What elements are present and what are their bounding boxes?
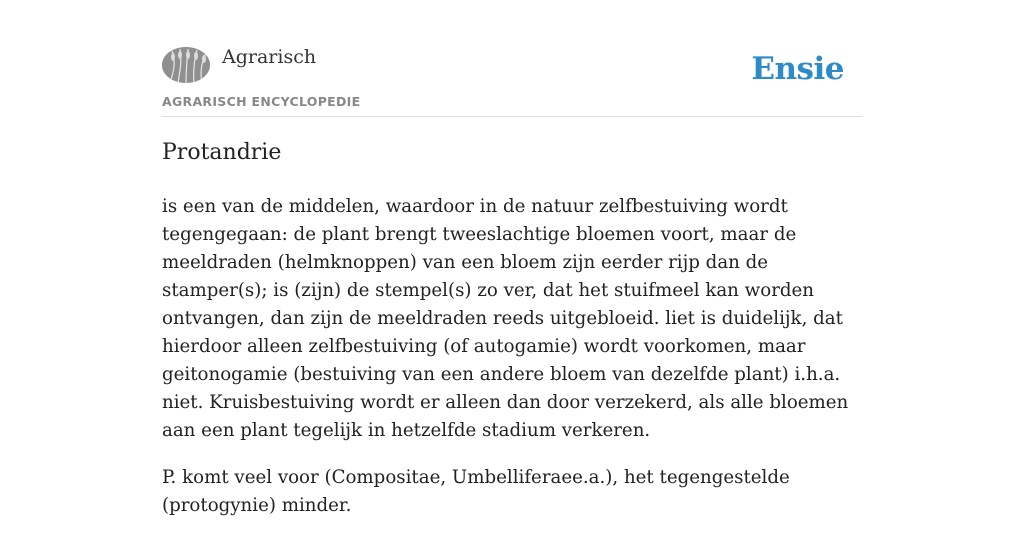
site-tagline: AGRARISCH ENCYCLOPEDIE xyxy=(162,94,361,109)
article-paragraph: P. komt veel voor (Compositae, Umbelliferaee.a.), het tegengestelde (protogynie) minder. xyxy=(162,467,790,516)
article-title: Protandrie xyxy=(162,140,282,165)
ensie-brand-link[interactable]: Ensie xyxy=(751,51,844,87)
site-header xyxy=(162,40,862,117)
wheat-logo-icon[interactable] xyxy=(162,47,210,83)
article-body xyxy=(162,193,862,539)
site-name[interactable]: Agrarisch xyxy=(222,46,317,68)
article-paragraph: is een van de middelen, waardoor in de natuur zelfbestuiving wordt tegengegaan: de plant brengt tweeslachtige bloemen voort, maar de meeldraden (helmknoppen) van een bloem zijn eerder rijp dan de stamper(s); is (zijn) de stempel(s) zo ver, dat het stuifmeel kan worden ontvangen, dan zijn de meeldraden reeds uitgebloeid. liet is duidelijk, dat hierdoor alleen zelfbestuiving (of autogamie) wordt voorkomen, maar geitonogamie (bestuiving van een andere bloem van dezelfde plant) i.h.a. niet. Kruisbestuiving wordt er alleen dan door verzekerd, als alle bloemen aan een plant tegelijk in hetzelfde stadium verkeren. xyxy=(162,196,849,441)
